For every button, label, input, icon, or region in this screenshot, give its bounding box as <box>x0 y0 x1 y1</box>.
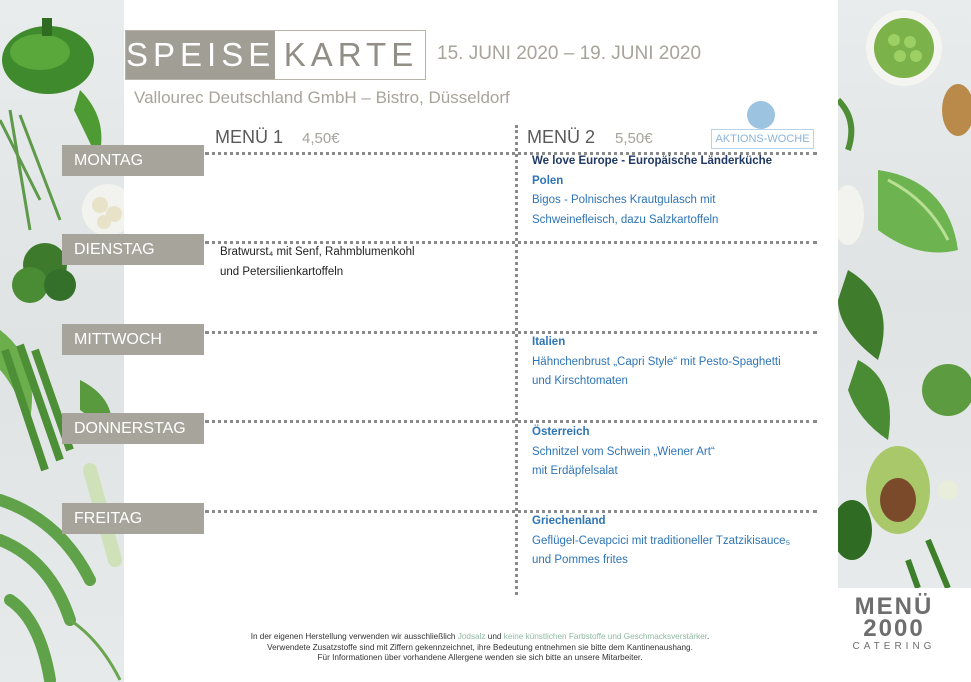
menu2000-logo <box>842 593 946 656</box>
dish-line: Bratwurst₄ mit Senf, Rahmblumenkohl <box>220 246 415 258</box>
day-tab-freitag: FREITAG <box>62 503 204 534</box>
badge-emblem-icon <box>747 101 775 129</box>
footer-text: und <box>485 632 504 641</box>
menu1-price: 4,50€ <box>302 130 340 147</box>
dish-freitag-menu2 <box>532 512 790 571</box>
day-tab-mittwoch: MITTWOCH <box>62 324 204 355</box>
dish-line: Schweinefleisch, dazu Salzkartoffeln <box>532 213 719 226</box>
title-box <box>125 30 426 80</box>
row-divider-donnerstag <box>205 420 817 423</box>
dish-line: Hähnchenbrust „Capri Style“ mit Pesto-Spaghetti <box>532 355 781 368</box>
date-range: 15. JUNI 2020 – 19. JUNI 2020 <box>437 43 702 64</box>
footer-text: In der eigenen Herstellung verwenden wir ausschließlich <box>250 632 458 641</box>
dish-line: und Petersilienkartoffeln <box>220 265 344 278</box>
footer-line-3: Für Informationen über vorhandene Allergene wenden sie sich bitte an unsere Mitarbeiter. <box>317 653 643 662</box>
vegetable-illustration-right <box>838 0 971 588</box>
dish-montag-menu2 <box>532 152 772 230</box>
title-right: KARTE <box>283 36 419 73</box>
badge-text: AKTIONS-WOCHE <box>711 129 814 149</box>
dish-mittwoch-menu2 <box>532 333 781 392</box>
menu2-label: MENÜ 2 <box>527 127 596 147</box>
subtitle: Vallourec Deutschland GmbH – Bistro, Düsseldorf <box>134 88 510 107</box>
theme-title: We love Europe - Europäische Länderküche <box>532 155 773 167</box>
logo-line-3: CATERING <box>852 641 936 652</box>
day-tab-donnerstag: DONNERSTAG <box>62 413 204 444</box>
footer-text: . <box>707 632 710 641</box>
footer-highlight-jodsalz: Jodsalz <box>457 632 486 641</box>
menu1-label: MENÜ 1 <box>215 127 284 147</box>
right-vegetable-image <box>838 0 971 588</box>
country-heading: Griechenland <box>532 515 606 527</box>
country-heading: Italien <box>532 336 566 348</box>
title-left: SPEISE <box>126 31 275 79</box>
country-heading: Polen <box>532 174 564 187</box>
dish-line: und Kirschtomaten <box>532 375 628 387</box>
footer-highlight-additives: keine künstlichen Farbstoffe und Geschmacksverstärker <box>503 632 708 641</box>
day-tab-dienstag: DIENSTAG <box>62 234 204 265</box>
country-heading: Österreich <box>532 426 590 438</box>
dish-line: mit Erdäpfelsalat <box>532 465 618 477</box>
column-divider <box>515 125 518 595</box>
dish-line: Schnitzel vom Schwein „Wiener Art“ <box>532 445 715 458</box>
dish-donnerstag-menu2 <box>532 423 715 482</box>
footer-line-1 <box>150 632 810 643</box>
logo-line-1: MENÜ <box>854 593 934 620</box>
dish-line: Bigos - Polnisches Krautgulasch mit <box>532 194 716 206</box>
dish-dienstag-menu1 <box>220 243 415 282</box>
footer-line-2: Verwendete Zusatzstoffe sind mit Ziffern gekennzeichnet, ihre Bedeutung entnehmen sie bitte dem Kantinenaushang. <box>267 642 693 652</box>
aktions-woche-badge <box>711 101 814 149</box>
logo-line-2: 2000 <box>863 615 925 642</box>
menu2-price: 5,50€ <box>615 130 653 147</box>
dish-line: und Pommes frites <box>532 554 628 566</box>
day-tab-montag: MONTAG <box>62 145 204 176</box>
dish-line: Geflügel-Cevapcici mit traditioneller Tzatzikisauce₅ <box>532 534 791 547</box>
footer-note <box>150 632 810 664</box>
